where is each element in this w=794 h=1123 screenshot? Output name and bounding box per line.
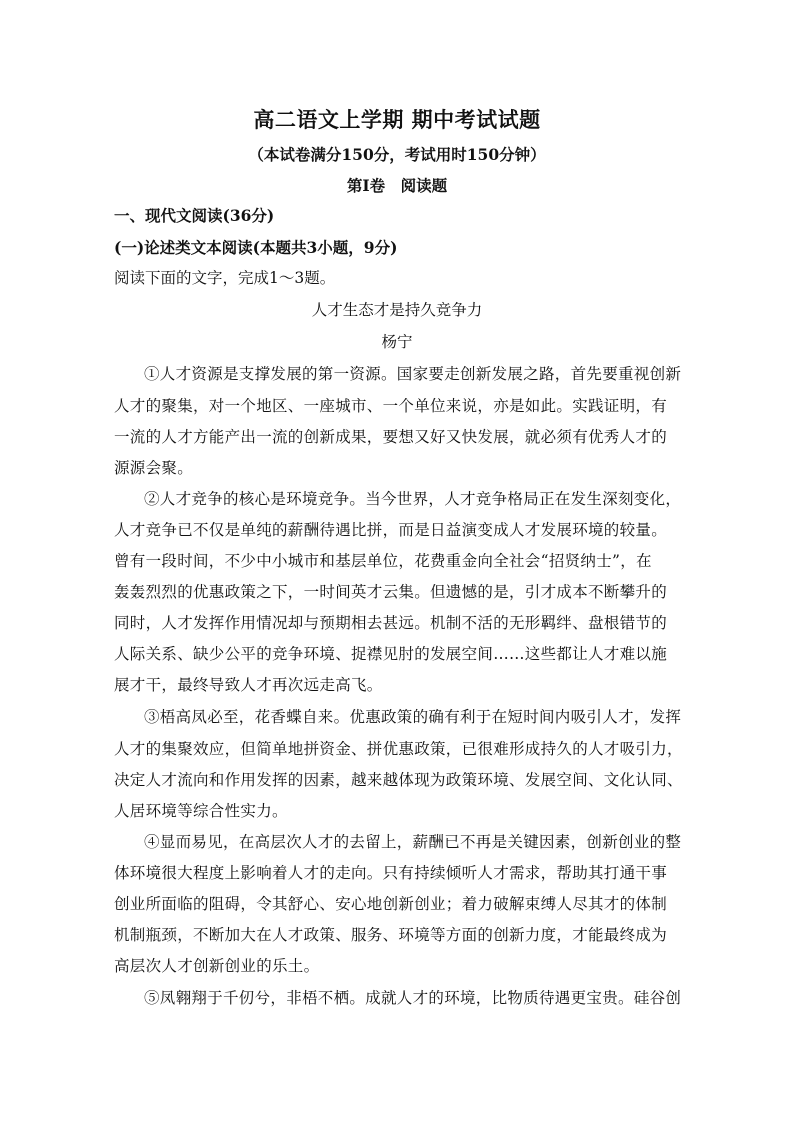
- subsection-heading: (一)论述类文本阅读(本题共3小题，9分): [114, 238, 398, 257]
- article-line: ④显而易见，在高层次人才的去留上，薪酬已不再是关键因素，创新创业的整: [144, 833, 682, 851]
- article-line: 人际关系、缺少公平的竞争环境、捉襟见肘的发展空间……这些都让人才难以施: [114, 645, 668, 663]
- article-line: 体环境很大程度上影响着人才的走向。只有持续倾听人才需求，帮助其打通干事: [114, 864, 668, 882]
- article-line: 一流的人才方能产出一流的创新成果，要想又好又快发展，就必须有优秀人才的: [114, 428, 668, 446]
- article-line: ①人才资源是支撑发展的第一资源。国家要走创新发展之路，首先要重视创新: [144, 365, 682, 383]
- article-line: 人才竞争已不仅是单纯的薪酬待遇比拼，而是日益演变成人才发展环境的较量。: [114, 521, 668, 539]
- volume-heading: 第Ⅰ卷 阅读题: [346, 176, 448, 195]
- article-line: 源源会聚。: [114, 459, 194, 477]
- article-line: ③梧高凤必至，花香蝶自来。优惠政策的确有利于在短时间内吸引人才，发挥: [144, 708, 682, 726]
- article-title: 人才生态才是持久竞争力: [311, 301, 483, 319]
- exam-subtitle: （本试卷满分150分，考试用时150分钟）: [248, 145, 546, 164]
- exam-title: 高二语文上学期 期中考试试题: [253, 107, 541, 132]
- article-line: 创业所面临的阻碍，令其舒心、安心地创新创业；着力破解束缚人尽其才的体制: [114, 895, 668, 913]
- article-line: 同时，人才发挥作用情况却与预期相去甚远。机制不活的无形羁绊、盘根错节的: [114, 614, 668, 632]
- article-line: 高层次人才创新创业的乐土。: [114, 957, 320, 975]
- article-line: 轰轰烈烈的优惠政策之下，一时间英才云集。但遗憾的是，引才成本不断攀升的: [114, 583, 668, 601]
- instruction-text: 阅读下面的文字，完成1～3题。: [114, 269, 336, 287]
- article-line: 机制瓶颈，不断加大在人才政策、服务、环境等方面的创新力度，才能最终成为: [114, 926, 668, 944]
- section-heading: 一、现代文阅读(36分): [114, 206, 275, 225]
- article-line: 人居环境等综合性实力。: [114, 802, 288, 820]
- article-line: 展才干，最终导致人才再次远走高飞。: [114, 676, 383, 694]
- article-line: 曾有一段时间，不少中小城市和基层单位，花费重金向全社会“招贤纳士”，在: [114, 552, 652, 570]
- article-author: 杨宁: [381, 333, 413, 351]
- article-line: 人才的聚集，对一个地区、一座城市、一个单位来说，亦是如此。实践证明，有: [114, 397, 668, 415]
- article-line: ⑤凤翱翔于千仞兮，非梧不栖。成就人才的环境，比物质待遇更宝贵。硅谷创: [144, 989, 682, 1007]
- article-line: ②人才竞争的核心是环境竞争。当今世界，人才竞争格局正在发生深刻变化，: [144, 490, 682, 508]
- article-line: 决定人才流向和作用发挥的因素，越来越体现为政策环境、发展空间、文化认同、: [114, 771, 683, 789]
- article-line: 人才的集聚效应，但简单地拼资金、拼优惠政策，已很难形成持久的人才吸引力，: [114, 740, 683, 758]
